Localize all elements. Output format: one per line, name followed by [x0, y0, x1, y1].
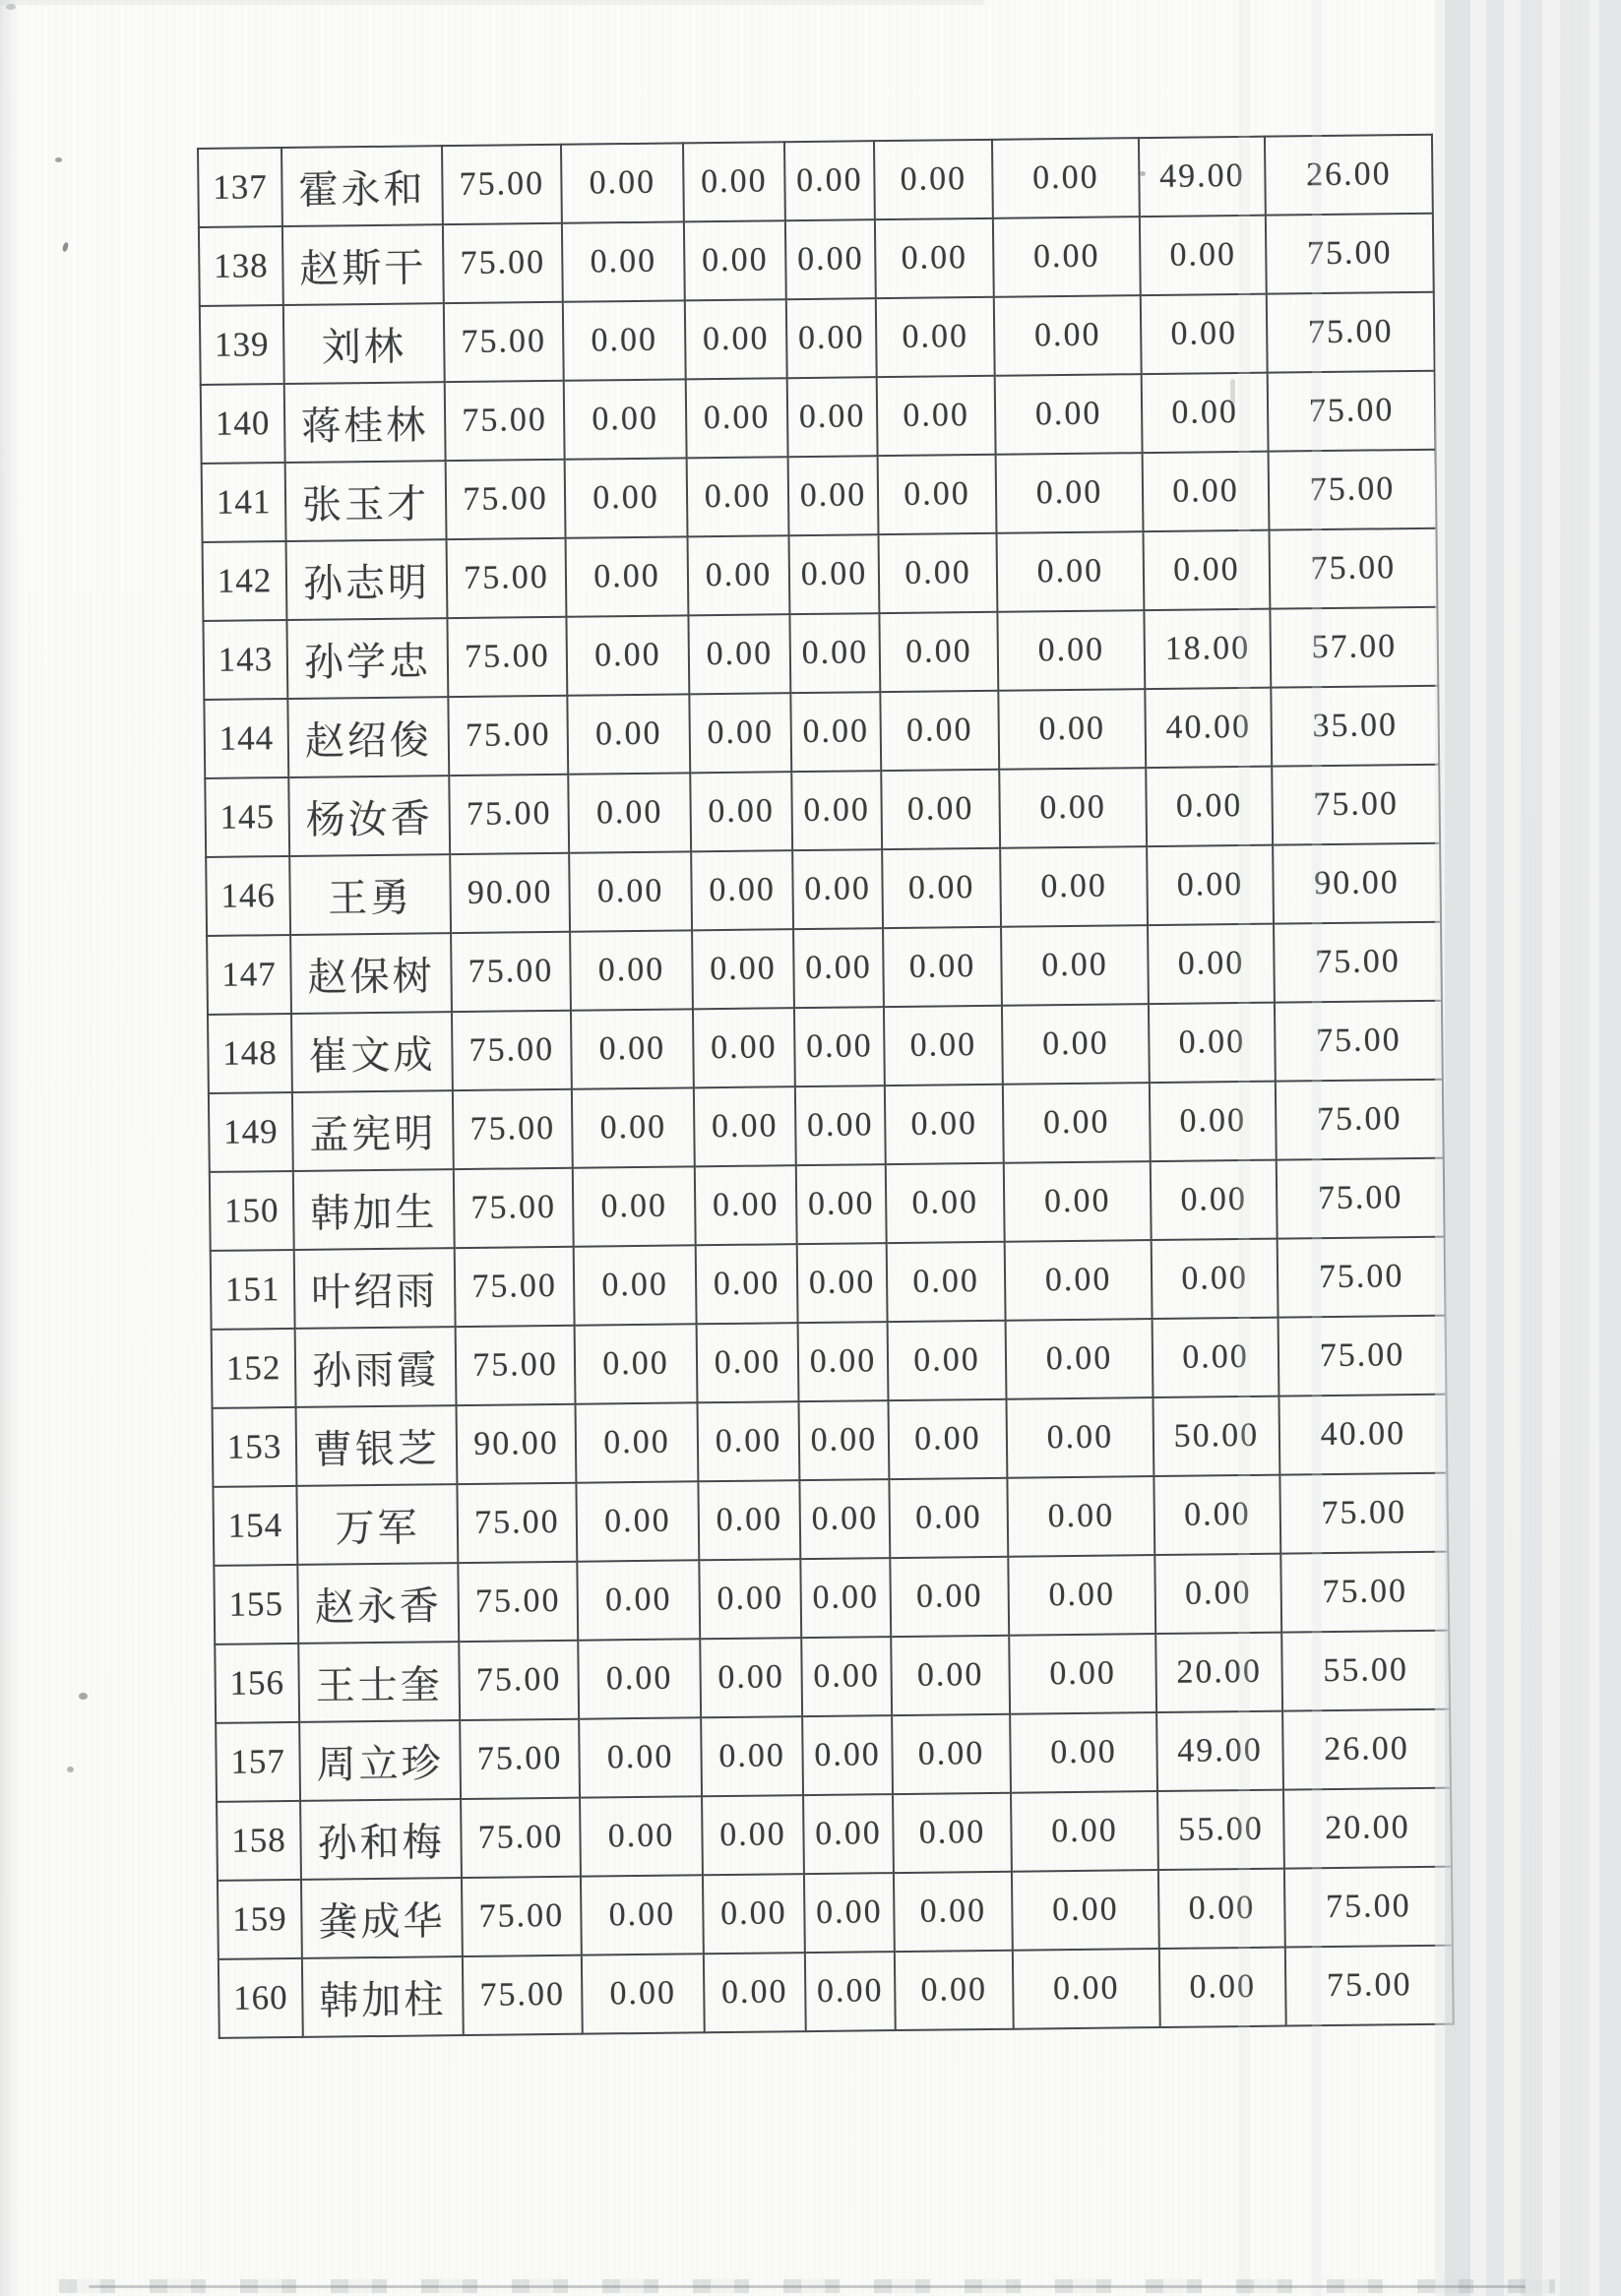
value-cell: 0.00 [688, 535, 790, 615]
value-cell: 75.00 [1274, 922, 1442, 1003]
value-cell: 0.00 [805, 1952, 896, 2031]
value-cell: 0.00 [697, 1323, 799, 1402]
value-cell: 18.00 [1144, 609, 1271, 689]
scanner-streak [1486, 0, 1504, 2296]
value-cell: 0.00 [1143, 530, 1270, 610]
row-number-cell: 145 [205, 777, 289, 857]
name-cell: 龚成华 [301, 1878, 463, 1958]
value-cell: 0.00 [1147, 845, 1274, 925]
value-cell: 0.00 [689, 693, 791, 773]
value-cell: 0.00 [701, 1716, 803, 1796]
value-cell: 0.00 [1154, 1554, 1281, 1634]
value-cell: 75.00 [459, 1641, 579, 1720]
value-cell: 0.00 [1003, 1083, 1151, 1163]
table-row [216, 1709, 1451, 1802]
row-number-cell: 143 [203, 620, 287, 700]
value-cell: 75.00 [1268, 371, 1436, 452]
value-cell: 0.00 [795, 1086, 886, 1165]
value-cell: 0.00 [574, 1245, 697, 1325]
value-cell: 0.00 [882, 848, 1001, 928]
value-cell: 0.00 [565, 458, 688, 537]
value-cell: 0.00 [796, 1164, 887, 1244]
row-number-cell: 156 [215, 1644, 299, 1723]
name-cell: 孟宪明 [292, 1090, 454, 1171]
scan-edge-line [89, 2285, 1526, 2288]
value-cell: 0.00 [996, 453, 1144, 533]
value-cell: 0.00 [799, 1479, 890, 1559]
name-cell: 崔文成 [291, 1012, 453, 1092]
value-cell: 0.00 [569, 851, 692, 931]
table-row [205, 765, 1440, 857]
table-row [212, 1316, 1447, 1408]
right-margin-wash [1435, 0, 1621, 2296]
value-cell: 0.00 [564, 379, 687, 459]
name-cell: 张玉才 [285, 461, 447, 541]
value-cell: 0.00 [1140, 216, 1267, 295]
table-row [217, 1788, 1452, 1881]
value-cell: 0.00 [992, 138, 1140, 218]
value-cell: 0.00 [1000, 846, 1148, 927]
value-cell: 0.00 [581, 1875, 704, 1955]
value-cell: 90.00 [457, 1404, 577, 1484]
value-cell: 90.00 [1273, 843, 1441, 924]
row-number-cell: 160 [218, 1958, 303, 2038]
value-cell: 0.00 [698, 1401, 800, 1481]
value-cell: 0.00 [576, 1402, 699, 1482]
value-cell: 0.00 [579, 1717, 702, 1797]
value-cell: 0.00 [998, 689, 1146, 770]
value-cell: 0.00 [688, 614, 790, 694]
value-cell: 50.00 [1153, 1396, 1279, 1476]
value-cell: 0.00 [996, 531, 1144, 612]
value-cell: 0.00 [798, 1400, 889, 1480]
name-cell: 孙和梅 [300, 1799, 462, 1880]
value-cell: 0.00 [803, 1794, 894, 1874]
value-cell: 75.00 [442, 145, 562, 224]
value-cell: 0.00 [566, 615, 689, 695]
value-cell: 0.00 [793, 928, 884, 1008]
value-cell: 75.00 [463, 1955, 583, 2035]
value-cell: 0.00 [704, 1953, 806, 2032]
value-cell: 0.00 [804, 1873, 895, 1953]
value-cell: 0.00 [570, 930, 693, 1010]
table-row [213, 1395, 1448, 1487]
name-cell: 赵保树 [290, 933, 452, 1014]
value-cell: 55.00 [1157, 1790, 1284, 1870]
value-cell: 0.00 [1006, 1319, 1153, 1399]
table-row [202, 450, 1437, 542]
row-number-cell: 149 [209, 1092, 293, 1172]
value-cell: 0.00 [895, 1951, 1014, 2030]
value-cell: 0.00 [580, 1796, 703, 1876]
value-cell: 0.00 [800, 1558, 891, 1638]
value-cell: 0.00 [578, 1639, 701, 1718]
value-cell: 0.00 [1158, 1869, 1285, 1949]
value-cell: 0.00 [561, 143, 684, 222]
table-row [201, 371, 1436, 464]
table-row [208, 1001, 1443, 1093]
value-cell: 0.00 [1148, 924, 1275, 1004]
value-cell: 0.00 [886, 1163, 1005, 1243]
value-cell: 0.00 [563, 300, 686, 380]
value-cell: 0.00 [883, 927, 1002, 1007]
table-sheet [197, 134, 1455, 2039]
value-cell: 0.00 [1142, 373, 1269, 453]
value-cell: 75.00 [1275, 1001, 1443, 1082]
value-cell: 0.00 [684, 220, 786, 300]
value-cell: 0.00 [884, 1006, 1003, 1086]
table-row [203, 528, 1438, 621]
value-cell: 0.00 [802, 1715, 893, 1795]
value-cell: 0.00 [888, 1321, 1007, 1400]
name-cell: 叶绍雨 [294, 1248, 456, 1329]
value-cell: 26.00 [1282, 1709, 1451, 1790]
value-cell: 75.00 [458, 1562, 578, 1642]
row-number-cell: 152 [212, 1329, 296, 1408]
value-cell: 40.00 [1145, 688, 1272, 768]
value-cell: 0.00 [877, 376, 996, 456]
value-cell: 0.00 [891, 1636, 1010, 1715]
table-row [215, 1631, 1450, 1723]
value-cell: 75.00 [457, 1483, 577, 1563]
value-cell: 0.00 [791, 771, 882, 850]
scan-speck [79, 1693, 88, 1700]
value-cell: 0.00 [1159, 1948, 1286, 2027]
value-cell: 75.00 [461, 1798, 581, 1878]
name-cell: 孙学忠 [286, 618, 448, 699]
name-cell: 韩加生 [293, 1169, 455, 1250]
row-number-cell: 148 [208, 1014, 292, 1093]
row-number-cell: 154 [213, 1486, 297, 1566]
value-cell: 0.00 [1006, 1397, 1153, 1478]
value-cell: 0.00 [685, 299, 787, 379]
value-cell: 49.00 [1156, 1711, 1283, 1791]
value-cell: 0.00 [879, 612, 998, 692]
value-cell: 0.00 [786, 298, 877, 378]
value-cell: 0.00 [693, 1008, 795, 1087]
value-cell: 0.00 [995, 374, 1143, 455]
value-cell: 75.00 [452, 1011, 572, 1090]
value-cell: 0.00 [892, 1714, 1011, 1794]
value-cell: 0.00 [1153, 1318, 1279, 1397]
value-cell: 75.00 [447, 617, 567, 697]
value-cell: 75.00 [1285, 1946, 1454, 2026]
value-cell: 0.00 [1004, 1161, 1152, 1242]
name-cell: 赵绍俊 [287, 697, 449, 777]
table-row [213, 1473, 1448, 1566]
value-cell: 0.00 [683, 142, 785, 221]
value-cell: 0.00 [1007, 1476, 1154, 1557]
value-cell: 0.00 [874, 140, 993, 219]
value-cell: 0.00 [999, 768, 1147, 848]
value-cell: 0.00 [1152, 1239, 1278, 1319]
row-number-cell: 151 [211, 1250, 295, 1330]
value-cell: 0.00 [1012, 1870, 1159, 1951]
value-cell: 0.00 [1001, 925, 1149, 1006]
row-number-cell: 137 [198, 148, 282, 227]
top-edge-noise [0, 0, 984, 5]
row-number-cell: 144 [204, 699, 288, 778]
value-cell: 0.00 [575, 1324, 698, 1403]
scanner-streak [1521, 0, 1542, 2296]
value-cell: 75.00 [1267, 292, 1435, 373]
table-row [199, 214, 1434, 306]
name-cell: 杨汝香 [288, 776, 450, 856]
scan-speck [62, 242, 70, 253]
left-edge-shadow [0, 0, 20, 2296]
value-cell: 75.00 [1278, 1316, 1447, 1396]
value-cell: 0.00 [576, 1481, 699, 1561]
row-number-cell: 142 [203, 541, 287, 621]
value-cell: 0.00 [695, 1165, 797, 1245]
scan-speck [67, 1767, 74, 1772]
value-cell: 0.00 [692, 929, 794, 1009]
value-cell: 0.00 [566, 536, 689, 616]
value-cell: 0.00 [696, 1244, 798, 1324]
value-cell: 0.00 [789, 534, 880, 614]
row-number-cell: 138 [199, 226, 283, 306]
value-cell: 75.00 [1266, 214, 1434, 294]
value-cell: 0.00 [1146, 767, 1273, 846]
value-cell: 0.00 [1005, 1240, 1153, 1321]
row-number-cell: 155 [214, 1565, 298, 1644]
value-cell: 26.00 [1265, 135, 1433, 216]
value-cell: 75.00 [460, 1719, 580, 1799]
value-cell: 0.00 [562, 221, 685, 301]
value-cell: 0.00 [784, 141, 875, 220]
value-cell: 20.00 [1283, 1788, 1452, 1869]
value-cell: 0.00 [571, 1009, 694, 1088]
value-cell: 0.00 [885, 1085, 1004, 1164]
scan-edge-noise [59, 2279, 1555, 2293]
value-cell: 75.00 [1272, 765, 1440, 845]
value-cell: 40.00 [1278, 1395, 1447, 1475]
value-cell: 0.00 [792, 849, 883, 929]
value-cell: 57.00 [1270, 607, 1438, 688]
value-cell: 75.00 [446, 460, 566, 539]
row-number-cell: 140 [201, 384, 285, 464]
value-cell: 0.00 [993, 217, 1141, 297]
value-cell: 0.00 [686, 378, 788, 458]
table-row [218, 1946, 1454, 2038]
table-row [209, 1080, 1444, 1172]
table-row [198, 135, 1433, 227]
name-cell: 赵永香 [297, 1563, 459, 1644]
value-cell: 90.00 [450, 853, 570, 933]
name-cell: 韩加柱 [302, 1956, 464, 2037]
value-cell: 75.00 [1277, 1158, 1445, 1239]
table-row [206, 843, 1441, 936]
table-row [218, 1867, 1453, 1959]
value-cell: 0.00 [1143, 452, 1270, 531]
value-cell: 75.00 [451, 932, 571, 1012]
name-cell: 赵斯干 [282, 224, 444, 305]
name-cell: 刘林 [283, 303, 445, 384]
value-cell: 0.00 [789, 613, 880, 693]
value-cell: 75.00 [443, 223, 563, 303]
value-cell: 0.00 [699, 1559, 801, 1639]
value-cell: 0.00 [567, 694, 690, 774]
value-cell: 0.00 [997, 610, 1145, 691]
scan-speck [6, 4, 16, 10]
value-cell: 0.00 [691, 850, 793, 930]
value-cell: 0.00 [698, 1480, 800, 1560]
value-cell: 75.00 [1269, 528, 1437, 609]
value-cell: 0.00 [1150, 1082, 1277, 1161]
value-cell: 0.00 [881, 770, 1000, 849]
value-cell: 75.00 [1284, 1867, 1453, 1948]
value-cell: 0.00 [1013, 1949, 1160, 2029]
name-cell: 王勇 [289, 854, 451, 935]
name-cell: 王士奎 [298, 1642, 460, 1722]
value-cell: 49.00 [1139, 137, 1266, 217]
table-row [207, 922, 1442, 1015]
value-cell: 75.00 [449, 775, 569, 854]
name-cell: 孙志明 [286, 539, 448, 620]
value-cell: 0.00 [703, 1874, 805, 1954]
value-cell: 75.00 [1279, 1473, 1448, 1554]
value-cell: 0.00 [572, 1087, 695, 1167]
name-cell: 万军 [296, 1484, 458, 1565]
row-number-cell: 147 [207, 935, 291, 1015]
value-cell: 0.00 [694, 1086, 796, 1166]
scanner-streak [1560, 0, 1590, 2296]
name-cell: 孙雨霞 [295, 1327, 457, 1407]
value-cell: 0.00 [797, 1243, 888, 1323]
value-cell: 20.00 [1155, 1633, 1282, 1712]
row-number-cell: 146 [206, 856, 290, 936]
value-cell: 0.00 [582, 1954, 705, 2033]
value-cell: 0.00 [880, 691, 999, 771]
table-row [214, 1552, 1449, 1644]
value-cell: 0.00 [702, 1795, 804, 1875]
table-row [211, 1237, 1446, 1330]
value-cell: 0.00 [878, 455, 997, 534]
value-cell: 0.00 [1141, 294, 1268, 374]
scanner-streak [1599, 0, 1621, 2296]
value-cell: 75.00 [462, 1877, 582, 1956]
value-cell: 0.00 [887, 1242, 1006, 1322]
value-cell: 0.00 [1010, 1712, 1157, 1793]
name-cell: 霍永和 [281, 146, 443, 226]
row-number-cell: 159 [218, 1880, 302, 1959]
value-cell: 0.00 [890, 1557, 1009, 1637]
value-cell: 75.00 [444, 302, 564, 382]
value-cell: 75.00 [1269, 450, 1437, 530]
value-cell: 75.00 [1278, 1237, 1446, 1318]
value-cell: 0.00 [1149, 1003, 1276, 1083]
value-cell: 75.00 [1276, 1080, 1444, 1160]
value-cell: 0.00 [1153, 1475, 1280, 1555]
table-row [200, 292, 1435, 385]
value-cell: 55.00 [1281, 1631, 1450, 1711]
value-cell: 0.00 [1151, 1160, 1278, 1240]
value-cell: 75.00 [448, 696, 568, 776]
value-cell: 0.00 [700, 1638, 802, 1717]
name-cell: 周立珍 [299, 1720, 461, 1801]
value-cell: 0.00 [889, 1478, 1008, 1558]
value-cell: 0.00 [568, 773, 691, 852]
table-row [204, 686, 1439, 778]
value-cell: 0.00 [1008, 1555, 1155, 1636]
value-cell: 75.00 [447, 538, 567, 618]
value-cell: 0.00 [794, 1007, 885, 1086]
row-number-cell: 141 [202, 463, 286, 542]
row-number-cell: 157 [216, 1722, 300, 1802]
value-cell: 0.00 [879, 533, 998, 613]
value-cell: 0.00 [876, 297, 995, 377]
value-cell: 0.00 [788, 456, 879, 535]
value-cell: 75.00 [455, 1247, 575, 1327]
value-cell: 75.00 [445, 381, 565, 461]
row-number-cell: 158 [217, 1801, 301, 1881]
value-cell: 0.00 [994, 295, 1142, 376]
value-cell: 0.00 [1009, 1634, 1156, 1714]
value-cell: 0.00 [1011, 1791, 1158, 1872]
table-body [198, 135, 1454, 2038]
row-number-cell: 150 [210, 1171, 294, 1251]
value-cell: 0.00 [787, 377, 878, 457]
value-cell: 0.00 [875, 218, 994, 298]
value-cell: 0.00 [888, 1399, 1007, 1479]
value-cell: 35.00 [1271, 686, 1439, 767]
value-cell: 0.00 [790, 692, 881, 772]
value-cell: 0.00 [690, 772, 792, 851]
row-number-cell: 153 [213, 1407, 297, 1487]
value-cell: 0.00 [577, 1560, 700, 1640]
scan-speck [55, 157, 62, 162]
value-cell: 0.00 [687, 457, 789, 536]
row-number-cell: 139 [200, 305, 284, 385]
value-cell: 0.00 [1002, 1004, 1150, 1085]
value-cell: 75.00 [453, 1089, 573, 1169]
table-row [210, 1158, 1445, 1251]
name-cell: 曹银芝 [296, 1405, 458, 1486]
value-cell: 0.00 [573, 1166, 696, 1246]
value-cell: 75.00 [454, 1168, 574, 1248]
table-row [203, 607, 1438, 700]
value-cell: 0.00 [798, 1322, 889, 1401]
value-cell: 75.00 [1280, 1552, 1449, 1633]
value-cell: 75.00 [456, 1326, 576, 1405]
data-table [197, 134, 1455, 2039]
value-cell: 0.00 [894, 1872, 1013, 1952]
value-cell: 0.00 [785, 219, 876, 299]
name-cell: 蒋桂林 [284, 382, 446, 463]
value-cell: 0.00 [893, 1793, 1012, 1873]
value-cell: 0.00 [801, 1637, 892, 1716]
